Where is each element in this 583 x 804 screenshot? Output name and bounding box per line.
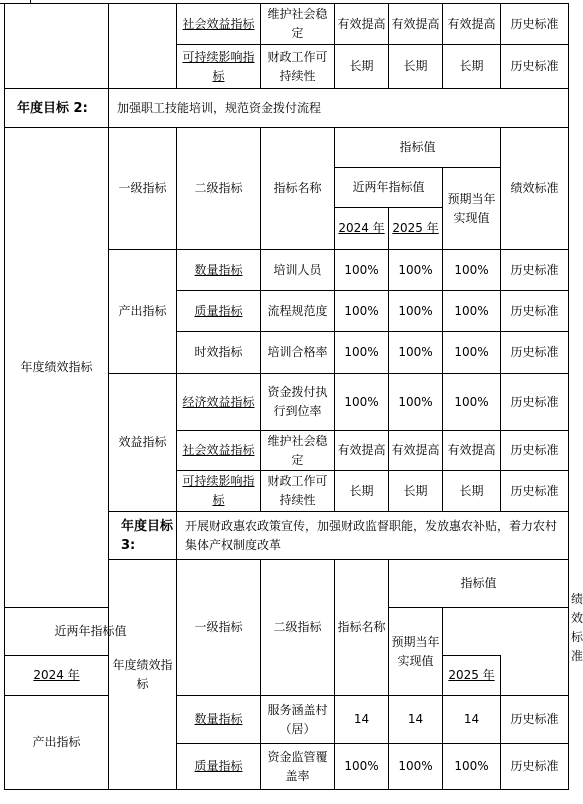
value-2025: 100% xyxy=(389,744,443,790)
level2-indicator: 数量指标 xyxy=(177,696,261,744)
value-2025: 有效提高 xyxy=(389,431,443,471)
value-2025: 100% xyxy=(389,374,443,431)
level2-indicator: 可持续影响指标 xyxy=(177,471,261,512)
value-2024: 100% xyxy=(335,744,389,790)
indicator-name: 资金拨付执行到位率 xyxy=(261,374,335,431)
expected-value: 100% xyxy=(443,374,501,431)
level2-indicator: 时效指标 xyxy=(177,332,261,374)
header-year-2024: 2024 年 xyxy=(335,208,389,250)
performance-standard: 历史标准 xyxy=(501,250,569,291)
indicator-name: 培训合格率 xyxy=(261,332,335,374)
indicator-name: 维护社会稳定 xyxy=(261,431,335,471)
value-2025: 100% xyxy=(389,250,443,291)
blank-cell xyxy=(5,4,109,89)
header-value-group: 指标值 xyxy=(335,128,501,168)
value-2024: 14 xyxy=(335,696,389,744)
level2-indicator: 经济效益指标 xyxy=(177,374,261,431)
header-recent-two: 近两年指标值 xyxy=(335,168,443,208)
expected-value: 100% xyxy=(443,291,501,332)
value-2024: 100% xyxy=(335,332,389,374)
indicator-name: 维护社会稳定 xyxy=(261,4,335,45)
value-2025: 长期 xyxy=(389,45,443,89)
header-expected: 预期当年实现值 xyxy=(443,168,501,250)
block-label: 年度绩效指标 xyxy=(5,128,109,608)
expected-value: 长期 xyxy=(443,471,501,512)
indicator-name: 流程规范度 xyxy=(261,291,335,332)
level2-indicator: 数量指标 xyxy=(177,250,261,291)
level2-indicator: 社会效益指标 xyxy=(177,4,261,45)
level2-indicator: 质量指标 xyxy=(177,744,261,790)
level1-indicator: 产出指标 xyxy=(109,250,177,374)
value-2025: 长期 xyxy=(389,471,443,512)
expected-value: 100% xyxy=(443,744,501,790)
table-row xyxy=(5,696,569,744)
header-name: 指标名称 xyxy=(335,560,389,696)
header-standard: 绩效标准 xyxy=(501,128,569,250)
header-level2: 二级指标 xyxy=(261,560,335,696)
value-2025: 100% xyxy=(389,332,443,374)
goal-text: 开展财政惠农政策宣传，加强财政监督职能，发放惠农补贴，着力农村集体产权制度改革 xyxy=(177,512,569,560)
level1-indicator: 效益指标 xyxy=(109,374,177,512)
performance-standard: 历史标准 xyxy=(501,471,569,512)
expected-value: 14 xyxy=(443,696,501,744)
header-year-2024: 2024 年 xyxy=(5,656,109,696)
expected-value: 有效提高 xyxy=(443,431,501,471)
header-value-group: 指标值 xyxy=(389,560,569,608)
value-2024: 有效提高 xyxy=(335,4,389,45)
performance-table xyxy=(4,3,583,790)
expected-value: 长期 xyxy=(443,45,501,89)
value-2024: 长期 xyxy=(335,45,389,89)
level2-indicator: 可持续影响指标 xyxy=(177,45,261,89)
indicator-name: 财政工作可持续性 xyxy=(261,45,335,89)
goal-label: 年度目标 2: xyxy=(5,89,109,128)
goal-label: 年度目标 3: xyxy=(109,512,177,560)
indicator-name: 培训人员 xyxy=(261,250,335,291)
performance-standard: 历史标准 xyxy=(501,45,569,89)
indicator-name: 财政工作可持续性 xyxy=(261,471,335,512)
header-year-2025: 2025 年 xyxy=(443,656,501,696)
goal-text: 加强职工技能培训，规范资金拨付流程 xyxy=(109,89,569,128)
performance-standard: 历史标准 xyxy=(501,431,569,471)
performance-standard: 历史标准 xyxy=(501,696,569,744)
value-2025: 100% xyxy=(389,291,443,332)
performance-standard: 历史标准 xyxy=(501,4,569,45)
expected-value: 100% xyxy=(443,250,501,291)
indicator-name: 服务涵盖村（居） xyxy=(261,696,335,744)
header-row xyxy=(5,128,569,168)
value-2024: 100% xyxy=(335,291,389,332)
goal-row xyxy=(5,89,569,128)
value-2024: 100% xyxy=(335,374,389,431)
level2-indicator: 质量指标 xyxy=(177,291,261,332)
header-level1: 一级指标 xyxy=(109,128,177,250)
value-2024: 100% xyxy=(335,250,389,291)
value-2025: 14 xyxy=(389,696,443,744)
header-expected: 预期当年实现值 xyxy=(389,608,443,696)
header-name: 指标名称 xyxy=(261,128,335,250)
header-recent-two: 近两年指标值 xyxy=(5,608,177,656)
header-year-2025: 2025 年 xyxy=(389,208,443,250)
blank-cell xyxy=(109,4,177,89)
performance-standard: 历史标准 xyxy=(501,332,569,374)
level2-indicator: 社会效益指标 xyxy=(177,431,261,471)
performance-standard: 历史标准 xyxy=(501,374,569,431)
header-level2: 二级指标 xyxy=(177,128,261,250)
expected-value: 100% xyxy=(443,332,501,374)
indicator-name: 资金监管覆盖率 xyxy=(261,744,335,790)
header-level1: 一级指标 xyxy=(177,560,261,696)
level1-indicator: 产出指标 xyxy=(5,696,109,790)
table-row xyxy=(5,4,569,45)
header-row: 年度绩效指标 一级指标 二级指标 指标名称 指标值 绩效标准 xyxy=(5,560,569,608)
value-2025: 有效提高 xyxy=(389,4,443,45)
expected-value: 有效提高 xyxy=(443,4,501,45)
block-label: 年度绩效指标 xyxy=(109,560,177,790)
value-2024: 长期 xyxy=(335,471,389,512)
performance-standard: 历史标准 xyxy=(501,291,569,332)
performance-standard: 历史标准 xyxy=(501,744,569,790)
value-2024: 有效提高 xyxy=(335,431,389,471)
